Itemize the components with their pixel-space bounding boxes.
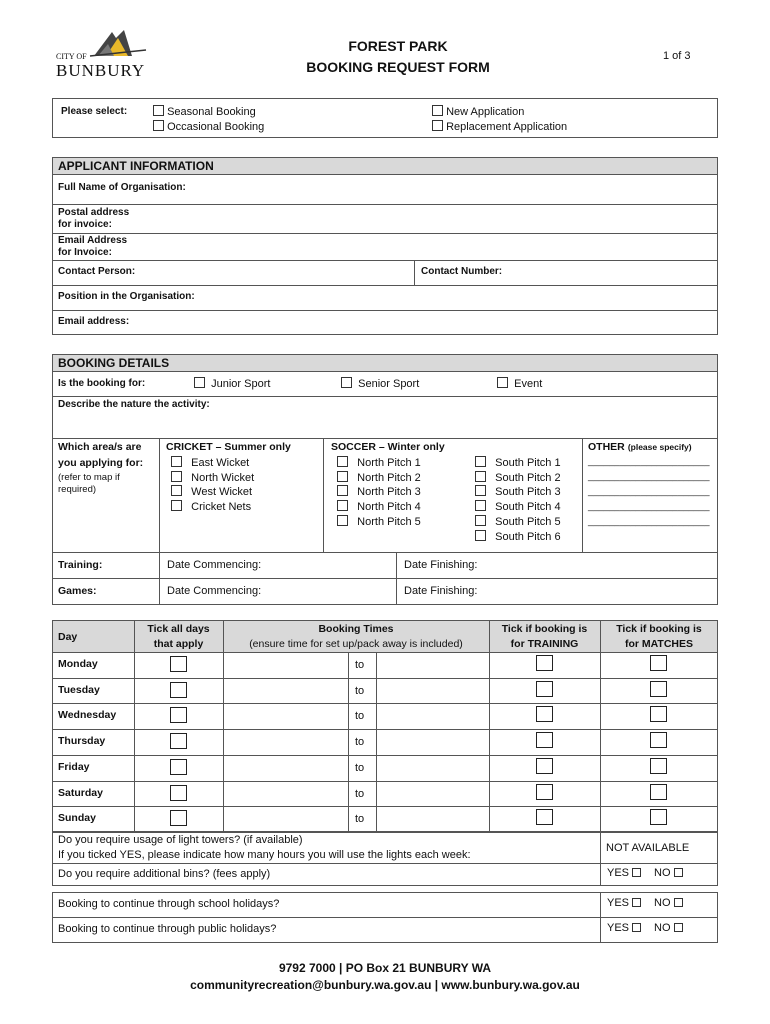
soccer-checkbox[interactable]: [475, 500, 486, 511]
school-yes[interactable]: [607, 897, 641, 909]
day-label: Friday: [58, 761, 90, 773]
col-times-2: (ensure time for set up/pack away is included): [249, 638, 463, 650]
start-time-field[interactable]: [225, 679, 347, 702]
training-label: Training:: [58, 559, 103, 571]
postal-label-1: Postal address: [58, 207, 130, 218]
event-option[interactable]: [497, 377, 542, 390]
time-divider: [348, 755, 349, 782]
time-divider: [376, 652, 377, 679]
cricket-option[interactable]: [171, 471, 254, 484]
end-time-field[interactable]: [378, 730, 488, 754]
areas-label-2: you applying for:: [58, 457, 144, 469]
seasonal-label: Seasonal Booking: [167, 106, 256, 118]
other-heading-text: OTHER: [588, 441, 625, 453]
cricket-label: West Wicket: [191, 486, 253, 498]
invoice-email-row[interactable]: [52, 233, 718, 261]
day-checkbox[interactable]: [170, 785, 187, 801]
new-application-label: New Application: [446, 106, 525, 118]
cricket-heading: CRICKET – Summer only: [166, 441, 291, 453]
start-time-field[interactable]: [225, 704, 347, 728]
soccer-checkbox[interactable]: [337, 485, 348, 496]
training-checkbox[interactable]: [536, 758, 553, 774]
matches-checkbox[interactable]: [650, 809, 667, 825]
matches-checkbox[interactable]: [650, 758, 667, 774]
day-label: Tuesday: [58, 684, 100, 696]
matches-checkbox[interactable]: [650, 784, 667, 800]
public-question: Booking to continue through public holidays?: [58, 923, 277, 935]
start-time-field[interactable]: [225, 756, 347, 780]
time-divider: [376, 678, 377, 704]
soccer-checkbox[interactable]: [337, 471, 348, 482]
lights-question: Do you require usage of light towers? (if available): [58, 834, 303, 846]
no-checkbox[interactable]: [674, 898, 683, 907]
col-day: Day: [58, 631, 78, 643]
booking-type-box: [52, 98, 718, 138]
no-label: NO: [654, 922, 671, 934]
soccer-label: South Pitch 5: [495, 516, 561, 528]
time-divider: [348, 678, 349, 704]
time-divider: [348, 806, 349, 833]
logo-name-text: BUNBURY: [56, 61, 146, 80]
new-application-checkbox[interactable]: [432, 105, 443, 116]
no-label: NO: [654, 867, 671, 879]
soccer-south-option[interactable]: [475, 456, 561, 469]
public-yes[interactable]: [607, 922, 641, 934]
time-divider: [376, 781, 377, 807]
end-time-field[interactable]: [378, 782, 488, 805]
training-checkbox[interactable]: [536, 732, 553, 748]
lights-hours-question: If you ticked YES, please indicate how many hours you will use the lights each week:: [58, 849, 471, 861]
day-label: Sunday: [58, 812, 96, 824]
senior-label: Senior Sport: [358, 378, 420, 390]
day-checkbox[interactable]: [170, 733, 187, 749]
public-no[interactable]: [654, 922, 683, 934]
yes-label: YES: [607, 897, 630, 909]
training-checkbox[interactable]: [536, 706, 553, 722]
org-name-label: Full Name of Organisation:: [58, 182, 186, 193]
time-divider: [376, 806, 377, 833]
areas-div-2: [323, 438, 324, 553]
soccer-south-option[interactable]: [475, 471, 561, 484]
bins-yes[interactable]: [607, 867, 641, 879]
other-heading: [588, 441, 692, 453]
email-label: Email address:: [58, 316, 130, 327]
seasonal-booking-option[interactable]: [153, 105, 256, 118]
soccer-label: South Pitch 4: [495, 501, 561, 513]
col-tick-1: Tick all days: [147, 623, 210, 635]
soccer-south-option[interactable]: [475, 485, 561, 498]
junior-label: Junior Sport: [211, 378, 271, 390]
contact-number-label: Contact Number:: [421, 266, 503, 277]
training-checkbox[interactable]: [536, 784, 553, 800]
postal-row[interactable]: [52, 204, 718, 234]
start-time-field[interactable]: [225, 782, 347, 805]
soccer-north-option[interactable]: [337, 471, 421, 484]
booking-for-label: Is the booking for:: [58, 378, 146, 389]
time-divider: [348, 703, 349, 730]
games-label: Games:: [58, 585, 97, 597]
day-checkbox[interactable]: [170, 707, 187, 723]
soccer-checkbox[interactable]: [475, 530, 486, 541]
end-time-field[interactable]: [378, 807, 488, 831]
bins-no[interactable]: [654, 867, 683, 879]
training-checkbox[interactable]: [536, 681, 553, 697]
other-line[interactable]: _______________________: [588, 471, 710, 482]
soccer-checkbox[interactable]: [337, 456, 348, 467]
cricket-checkbox[interactable]: [171, 485, 182, 496]
invoice-email-label-1: Email Address: [58, 235, 128, 246]
position-label: Position in the Organisation:: [58, 291, 195, 302]
yes-label: YES: [607, 922, 630, 934]
day-label: Saturday: [58, 787, 103, 799]
to-label: to: [355, 710, 365, 722]
postal-label-2: for invoice:: [58, 219, 112, 230]
event-label: Event: [514, 378, 543, 390]
form-title-line2: BOOKING REQUEST FORM: [306, 59, 490, 75]
cricket-option[interactable]: [171, 485, 252, 498]
areas-label-1: Which area/s are: [58, 441, 142, 453]
junior-sport-option[interactable]: [194, 377, 270, 390]
to-label: to: [355, 788, 365, 800]
col-tick-2: that apply: [153, 638, 204, 650]
soccer-label: North Pitch 3: [357, 486, 421, 498]
day-checkbox[interactable]: [170, 682, 187, 698]
day-label: Monday: [58, 658, 98, 670]
start-time-field[interactable]: [225, 653, 347, 677]
end-time-field[interactable]: [378, 704, 488, 728]
time-divider: [348, 729, 349, 756]
col-train-1: Tick if booking is: [501, 623, 588, 635]
form-title-line1: FOREST PARK: [348, 38, 448, 54]
day-checkbox[interactable]: [170, 759, 187, 775]
other-note: (please specify): [627, 442, 692, 452]
soccer-label: North Pitch 5: [357, 516, 421, 528]
footer-contact: 9792 7000 | PO Box 21 BUNBURY WA: [278, 961, 492, 975]
lights-not-available: NOT AVAILABLE: [606, 842, 690, 854]
training-checkbox[interactable]: [536, 655, 553, 671]
end-time-field[interactable]: [378, 653, 488, 677]
contact-person-label: Contact Person:: [58, 266, 136, 277]
soccer-label: South Pitch 3: [495, 486, 561, 498]
end-time-field[interactable]: [378, 756, 488, 780]
page-number: 1 of 3: [663, 50, 691, 62]
senior-checkbox[interactable]: [341, 377, 352, 388]
time-divider: [348, 781, 349, 807]
other-line[interactable]: _______________________: [588, 456, 710, 467]
soccer-north-option[interactable]: [337, 515, 421, 528]
yes-checkbox[interactable]: [632, 868, 641, 877]
school-no[interactable]: [654, 897, 683, 909]
contact-row[interactable]: [52, 260, 718, 286]
soccer-label: South Pitch 6: [495, 531, 561, 543]
matches-checkbox[interactable]: [650, 706, 667, 722]
event-checkbox[interactable]: [497, 377, 508, 388]
new-application-option[interactable]: [432, 105, 524, 118]
senior-sport-option[interactable]: [341, 377, 419, 390]
cricket-checkbox[interactable]: [171, 500, 182, 511]
to-label: to: [355, 659, 365, 671]
booking-heading: BOOKING DETAILS: [58, 356, 170, 370]
bins-question: Do you require additional bins? (fees apply): [58, 868, 271, 880]
areas-note-2: required): [58, 484, 97, 495]
cricket-label: North Wicket: [191, 472, 255, 484]
seasonal-checkbox[interactable]: [153, 105, 164, 116]
other-line[interactable]: _______________________: [588, 486, 710, 497]
yes-label: YES: [607, 867, 630, 879]
soccer-label: South Pitch 2: [495, 472, 561, 484]
school-question: Booking to continue through school holidays?: [58, 898, 280, 910]
occasional-label: Occasional Booking: [167, 121, 265, 133]
soccer-north-option[interactable]: [337, 500, 421, 513]
other-line[interactable]: _______________________: [588, 501, 710, 512]
games-row: [52, 578, 718, 605]
games-commencing[interactable]: Date Commencing:: [167, 585, 262, 597]
no-label: NO: [654, 897, 671, 909]
areas-div-1: [159, 438, 160, 553]
time-divider: [376, 755, 377, 782]
training-row: [52, 552, 718, 579]
time-divider: [348, 652, 349, 679]
other-line[interactable]: _______________________: [588, 516, 710, 527]
occasional-booking-option[interactable]: [153, 120, 264, 133]
start-time-field[interactable]: [225, 730, 347, 754]
day-label: Wednesday: [58, 709, 117, 721]
soccer-checkbox[interactable]: [475, 471, 486, 482]
time-divider: [376, 729, 377, 756]
soccer-label: North Pitch 1: [357, 457, 421, 469]
cricket-label: East Wicket: [191, 457, 250, 469]
cricket-option[interactable]: [171, 456, 249, 469]
soccer-north-option[interactable]: [337, 485, 421, 498]
matches-checkbox[interactable]: [650, 681, 667, 697]
soccer-south-option[interactable]: [475, 500, 561, 513]
games-finishing[interactable]: Date Finishing:: [404, 585, 478, 597]
matches-checkbox[interactable]: [650, 732, 667, 748]
replacement-checkbox[interactable]: [432, 120, 443, 131]
soccer-checkbox[interactable]: [337, 500, 348, 511]
no-checkbox[interactable]: [674, 923, 683, 932]
soccer-label: North Pitch 4: [357, 501, 421, 513]
cricket-label: Cricket Nets: [191, 501, 252, 513]
describe-label: Describe the nature the activity:: [58, 399, 210, 410]
soccer-south-option[interactable]: [475, 530, 561, 543]
cricket-checkbox[interactable]: [171, 456, 182, 467]
to-label: to: [355, 813, 365, 825]
day-label: Thursday: [58, 735, 106, 747]
replacement-application-option[interactable]: [432, 120, 567, 133]
soccer-checkbox[interactable]: [337, 515, 348, 526]
col-train-2: for TRAINING: [510, 638, 579, 650]
end-time-field[interactable]: [378, 679, 488, 702]
to-label: to: [355, 736, 365, 748]
training-finishing[interactable]: Date Finishing:: [404, 559, 478, 571]
occasional-checkbox[interactable]: [153, 120, 164, 131]
start-time-field[interactable]: [225, 807, 347, 831]
col-times-1: Booking Times: [318, 623, 394, 635]
cricket-option[interactable]: [171, 500, 251, 513]
cricket-checkbox[interactable]: [171, 471, 182, 482]
matches-checkbox[interactable]: [650, 655, 667, 671]
to-label: to: [355, 762, 365, 774]
training-commencing[interactable]: Date Commencing:: [167, 559, 262, 571]
applicant-heading: APPLICANT INFORMATION: [58, 159, 214, 173]
day-checkbox[interactable]: [170, 810, 187, 826]
yes-checkbox[interactable]: [632, 898, 641, 907]
soccer-heading: SOCCER – Winter only: [331, 441, 445, 453]
areas-note-1: (refer to map if: [58, 472, 120, 483]
logo-top-text: CITY OF: [56, 52, 87, 61]
soccer-checkbox[interactable]: [475, 485, 486, 496]
invoice-email-label-2: for Invoice:: [58, 247, 112, 258]
junior-checkbox[interactable]: [194, 377, 205, 388]
yes-checkbox[interactable]: [632, 923, 641, 932]
please-select-label: Please select:: [61, 106, 128, 117]
time-divider: [376, 703, 377, 730]
no-checkbox[interactable]: [674, 868, 683, 877]
soccer-checkbox[interactable]: [475, 515, 486, 526]
training-checkbox[interactable]: [536, 809, 553, 825]
footer-web[interactable]: communityrecreation@bunbury.wa.gov.au | www.bunbury.wa.gov.au: [190, 978, 580, 992]
soccer-label: South Pitch 1: [495, 457, 561, 469]
areas-div-3: [582, 438, 583, 553]
soccer-checkbox[interactable]: [475, 456, 486, 467]
email-row[interactable]: [52, 310, 718, 335]
soccer-south-option[interactable]: [475, 515, 561, 528]
soccer-label: North Pitch 2: [357, 472, 421, 484]
replacement-label: Replacement Application: [446, 121, 568, 133]
soccer-north-option[interactable]: [337, 456, 421, 469]
to-label: to: [355, 685, 365, 697]
contact-divider: [414, 260, 415, 286]
day-checkbox[interactable]: [170, 656, 187, 672]
col-match-1: Tick if booking is: [616, 623, 702, 635]
col-match-2: for MATCHES: [624, 638, 694, 650]
